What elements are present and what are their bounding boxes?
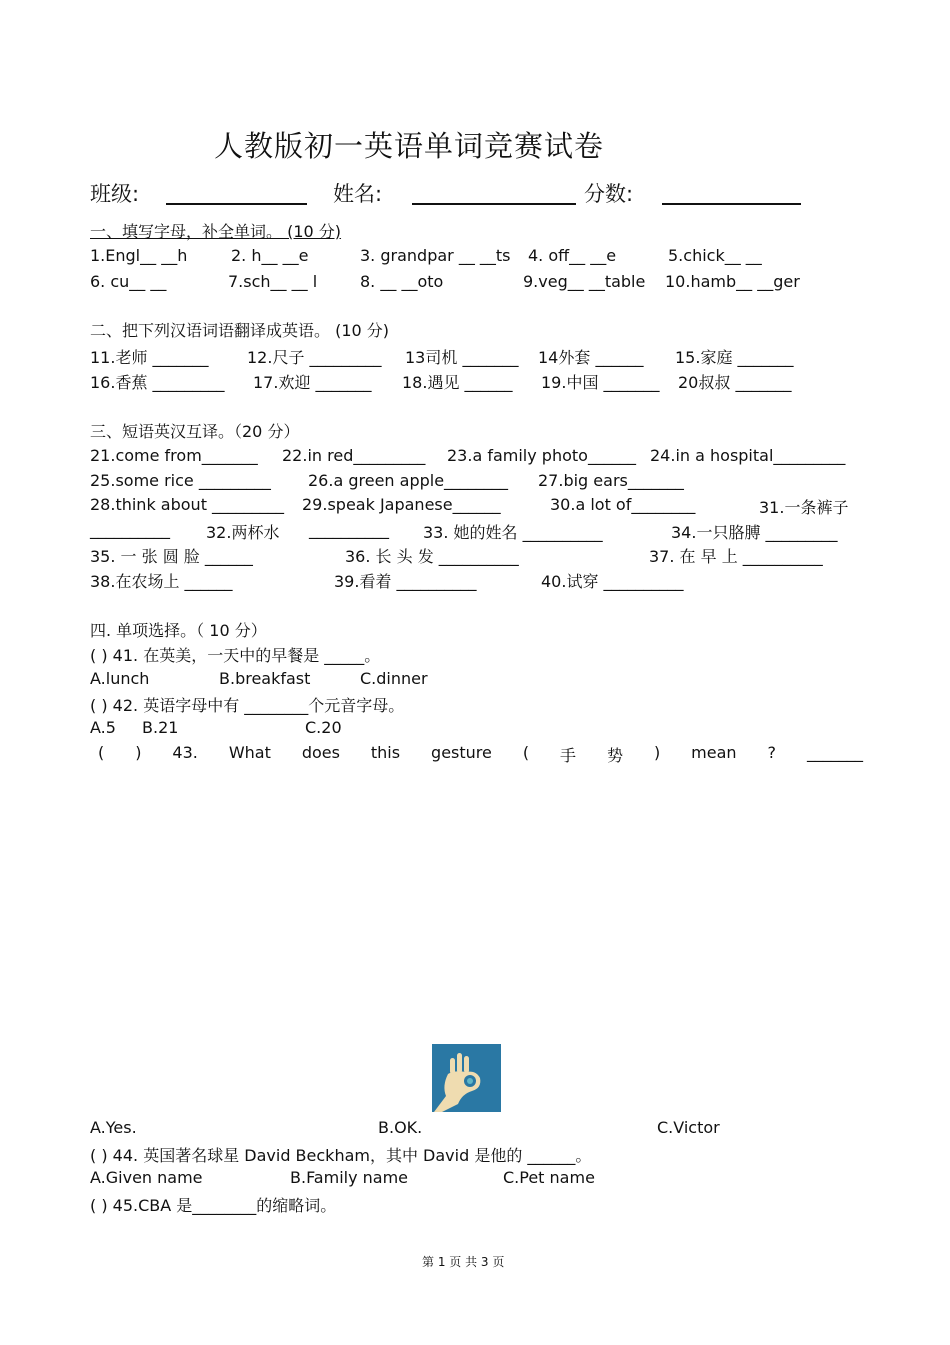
q37: 37. 在 早 上 __________ (649, 547, 823, 566)
q30: 30.a lot of________ (550, 495, 696, 514)
q27: 27.big ears_______ (538, 471, 684, 490)
score-blank[interactable] (662, 203, 801, 205)
q39: 39.看着 __________ (334, 572, 477, 591)
q9: 9.veg__ __table (523, 272, 646, 291)
q29: 29.speak Japanese______ (302, 495, 501, 514)
q5: 5.chick__ __ (668, 246, 762, 265)
q7: 7.sch__ __ l (228, 272, 318, 291)
class-blank[interactable] (166, 203, 307, 205)
q34: 34.一只胳膊 _________ (671, 523, 838, 542)
q28: 28.think about _________ (90, 495, 285, 514)
q44-option-a: A.Given name (90, 1168, 203, 1187)
q32-blank: __________ (309, 520, 389, 539)
q38: 38.在农场上 ______ (90, 572, 233, 591)
q36: 36. 长 头 发 __________ (345, 547, 519, 566)
q11: 11.老师 _______ (90, 348, 209, 367)
q43-word: 43. (172, 743, 198, 762)
q17: 17.欢迎 _______ (253, 373, 372, 392)
ok-hand-gesture-icon (432, 1044, 501, 1112)
q22: 22.in red_________ (282, 446, 426, 465)
q40: 40.试穿 __________ (541, 572, 684, 591)
q43-word: this (370, 743, 401, 762)
section-2-heading: 二、把下列汉语词语翻译成英语。 (10 分) (90, 321, 390, 340)
q43-word: 势 (607, 746, 624, 765)
q3: 3. grandpar __ __ts (360, 246, 511, 265)
q31: 31.一条裤子 (759, 498, 849, 517)
name-blank[interactable] (412, 203, 576, 205)
q42-option-b: B.21 (142, 718, 179, 737)
q42: ( ) 42. 英语字母中有 ________个元音字母。 (90, 696, 405, 715)
q21: 21.come from_______ (90, 446, 258, 465)
page-footer: 第 1 页 共 3 页 (422, 1255, 505, 1269)
q43-option-c: C.Victor (657, 1118, 720, 1137)
q44: ( ) 44. 英国著名球星 David Beckham，其中 David 是他的 ______。 (90, 1146, 592, 1165)
q12: 12.尺子 _________ (247, 348, 382, 367)
q43-word: What (228, 743, 271, 762)
q43-word: mean (691, 743, 737, 762)
q43-word: gesture (431, 743, 492, 762)
name-label: 姓名: (333, 182, 383, 206)
q43-word: ? (767, 743, 776, 762)
q4: 4. off__ __e (528, 246, 617, 265)
q41-option-a: A.lunch (90, 669, 150, 688)
q20: 20叔叔 _______ (678, 373, 792, 392)
q41-option-c: C.dinner (360, 669, 428, 688)
q32: 32.两杯水 (206, 523, 280, 542)
q42-option-c: C.20 (305, 718, 342, 737)
q15: 15.家庭 _______ (675, 348, 794, 367)
q1: 1.Engl__ __h (90, 246, 188, 265)
q43-word: does (301, 743, 340, 762)
section-3-heading: 三、短语英汉互译。（20 分） (90, 422, 300, 441)
q45: ( ) 45.CBA 是________的缩略词。 (90, 1196, 337, 1215)
q26: 26.a green apple________ (308, 471, 509, 490)
q43-word: ( (522, 743, 530, 762)
q25: 25.some rice _________ (90, 471, 271, 490)
q41: ( ) 41. 在英美，一天中的早餐是 _____。 (90, 646, 381, 665)
q44-option-b: B.Family name (290, 1168, 409, 1187)
q18: 18.遇见 ______ (402, 373, 513, 392)
q13: 13司机 _______ (405, 348, 519, 367)
q31-blank: __________ (90, 520, 170, 539)
q41-option-b: B.breakfast (219, 669, 311, 688)
q35: 35. 一 张 圆 脸 ______ (90, 547, 253, 566)
q8: 8. __ __oto (360, 272, 444, 291)
q43-word: ( (98, 743, 105, 762)
q2: 2. h__ __e (231, 246, 309, 265)
q16: 16.香蕉 _________ (90, 373, 225, 392)
section-1-heading: 一、填写字母，补全单词。 (10 分) (90, 222, 342, 241)
q43-option-b: B.OK. (378, 1118, 423, 1137)
q43-word: ) (653, 743, 661, 762)
q43-word: _______ (806, 743, 863, 762)
q43 (98, 743, 863, 766)
q6: 6. cu__ __ (90, 272, 167, 291)
q14: 14外套 ______ (538, 348, 644, 367)
class-label: 班级: (90, 182, 140, 206)
q43-option-a: A.Yes. (90, 1118, 137, 1137)
score-label: 分数: (584, 182, 634, 206)
q24: 24.in a hospital_________ (650, 446, 846, 465)
q23: 23.a family photo______ (447, 446, 636, 465)
q43-word: 手 (560, 746, 577, 765)
q44-option-c: C.Pet name (503, 1168, 595, 1187)
page-title: 人教版初一英语单词竞赛试卷 (214, 129, 605, 163)
q19: 19.中国 _______ (541, 373, 660, 392)
q42-option-a: A.5 (90, 718, 116, 737)
q43-word: ) (135, 743, 142, 762)
q33: 33. 她的姓名 __________ (423, 523, 603, 542)
section-4-heading: 四. 单项选择。（ 10 分） (90, 621, 267, 640)
q10: 10.hamb__ __ger (665, 272, 800, 291)
